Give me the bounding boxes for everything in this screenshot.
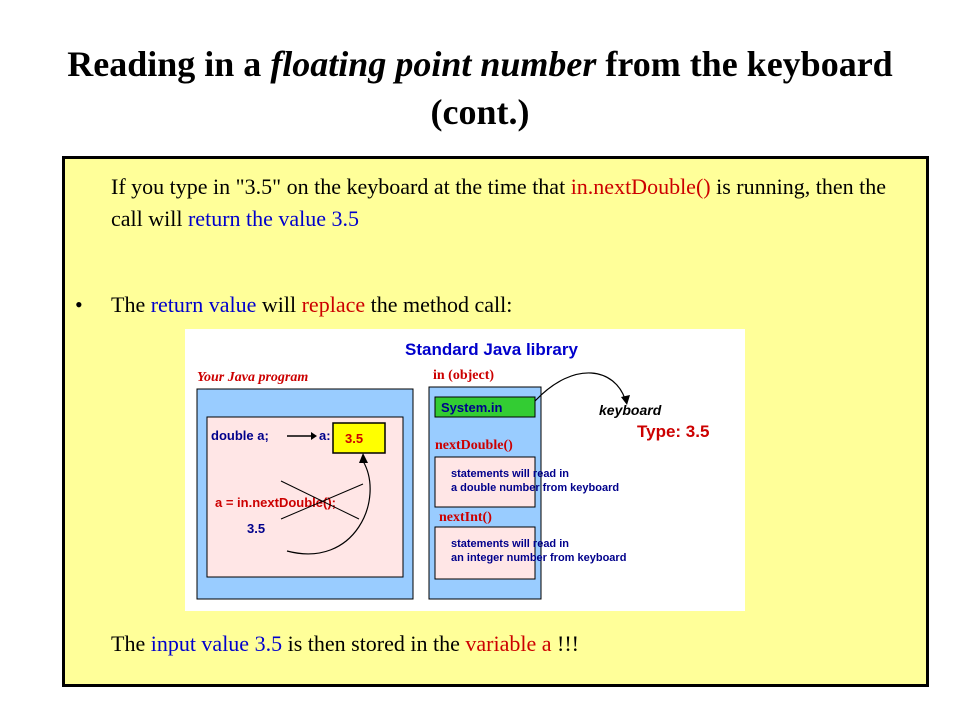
variable-value: 3.5 [345,431,364,446]
method2-name: nextInt() [439,510,492,525]
title-part2: from the keyboard (cont.) [430,44,893,132]
keyboard-label: keyboard [599,402,662,418]
title-italic: floating point number [270,44,597,84]
object-label: in (object) [433,368,495,383]
slide-title [40,40,920,136]
return-value-label: 3.5 [247,521,266,536]
para1-return-value: return the value 3.5 [187,206,360,231]
method1-line2: a double number from keyboard [451,482,620,494]
declaration-text: double a; [211,428,269,443]
para2-text3: will [261,292,297,317]
system-in-label: System.in [441,400,503,415]
variable-label: a: [319,428,331,443]
paragraph-return-replace [75,289,921,321]
bullet-icon: • [75,292,83,317]
para3-variable: variable a [465,631,552,656]
method2-line1: statements will read in [451,538,569,550]
para1-text1: If you type in "3.5" on the keyboard at the time that [111,174,566,199]
library-title: Standard Java library [405,340,578,359]
para3-text5: !!! [557,631,579,656]
program-title: Your Java program [197,370,309,385]
para2-return-value: return value [150,292,257,317]
para2-text1: The [111,292,146,317]
paragraph-stored [111,628,921,660]
para3-text1: The [111,631,146,656]
method1-line1: statements will read in [451,468,569,480]
paragraph-type-input [111,171,921,235]
method2-line2: an integer number from keyboard [451,552,627,564]
para3-text3: is then stored in the [287,631,460,656]
para3-input-value: input value 3.5 [150,631,283,656]
para1-text3: is running, then the call will [111,174,886,231]
method1-name: nextDouble() [435,438,513,453]
assignment-text: a = in.nextDouble(); [215,495,336,510]
title-part1: Reading in a [67,44,262,84]
para2-replace: replace [301,292,366,317]
para1-method-call: in.nextDouble() [570,174,711,199]
content-box [62,156,929,687]
java-library-diagram [185,329,745,611]
type-label: Type: 3.5 [637,422,710,441]
para2-text5: the method call: [370,292,513,317]
